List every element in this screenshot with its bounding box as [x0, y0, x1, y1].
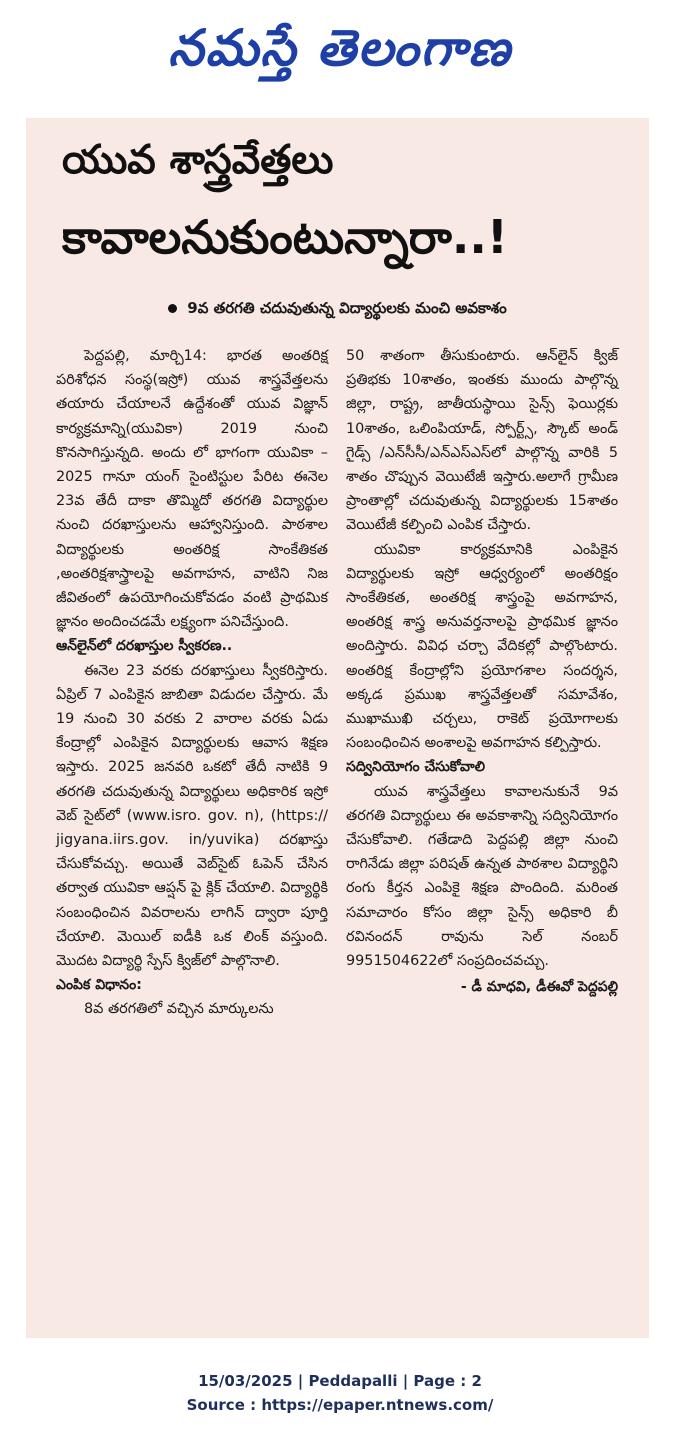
paragraph: 50 శాతంగా తీసుకుంటారు. ఆన్‌లైన్ క్విజ్ ప్రతిభకు 10శాతం, ఇంతకు ముందు పాల్గొన్న జిల్లా, రాష్ట్ర, జాతీయస్థాయి సైన్స్ ఫెయిర్లకు 10శాతం, ఒలింపియాడ్, స్పోర్ట్స్, స్కౌట్ అండ్ గైడ్స్ /ఎన్‌సీసీ/ఎన్‌ఎస్‌ఎస్‌లో పాల్గొన్న వారికి 5 శాతం చొప్పున వెయిటేజీ ఇస్తారు.అలాగే గ్రామీణ ప్రాంతాల్లో చదువుతున్న విద్యార్థులకు 15శాతం వెయిటేజీ కల్పించి ఎంపిక చేస్తారు.	[346, 348, 618, 534]
headline-line-2: కావాలనుకుంటున్నారా..!	[62, 210, 508, 264]
paragraph: యువ శాస్త్రవేత్తలు కావాలనుకునే 9వ తరగతి విద్యార్థులు ఈ అవకాశాన్ని సద్వినియోగం చేసుకోవాలి. గతేడాది పెద్దపల్లి జిల్లా నుంచి రాగినేడు జిల్లా పరిషత్ ఉన్నత పాఠశాల విద్యార్థిని రంగు కీర్తన ఎంపికై శిక్షణ పొందింది. మరింత సమాచారం కోసం జిల్లా సైన్స్ అధికారి బీ రవినందన్ రావును సెల్ నంబర్ 9951504622లో సంప్రదించవచ్చు.	[346, 783, 618, 970]
section-heading: ఎంపిక విధానం:	[56, 977, 142, 994]
subheadline	[26, 290, 649, 326]
left-column	[56, 344, 328, 1022]
subheadline-text: 9వ తరగతి చదువుతున్న విద్యార్థులకు మంచి అవకాశం	[187, 299, 507, 317]
byline-credit: - డీ మాధవి, డీఈవో పెద్దపల్లి	[460, 979, 618, 996]
section-heading: ఆన్‌లైన్‌లో దరఖాస్తుల స్వీకరణ..	[56, 638, 233, 655]
newspaper-logo: నమస్తే తెలంగాణ	[168, 19, 512, 77]
paragraph: ఈనెల 23 వరకు దరఖాస్తులు స్వీకరిస్తారు. ఏప్రిల్ 7 ఎంపికైన జాబితా విడుదల చేస్తారు. మే 19 నుంచి 30 వరకు 2 వారాల వరకు ఏడు కేంద్రాల్లో ఎంపికైన విద్యార్థులకు ఆవాస శిక్షణ ఇస్తారు. 2025 జనవరి ఒకటో తేదీ నాటికి 9 తరగతి చదువుతున్న విద్యార్థులు అధికారిక ఇస్రో వెబ్ సైట్‌లో (www.isro. gov. n), (https:// jigyana.iirs.gov. in/yuvika) దరఖాస్తు చేసుకోవచ్చు. అయితే వెబ్‌సైట్ ఓపెన్ చేసిన తర్వాత యువికా ఆప్షన్ పై క్లిక్ చేయాలి. విద్యార్థికి సంబంధించిన వివరాలను లాగిన్ ద్వారా పూర్తి చేయాలి. మెయిల్ ఐడీకి ఒక లింక్ వస్తుంది. మొదట విద్యార్థి స్పేస్ క్విజ్‌లో పాల్గొనాలి.	[56, 662, 328, 970]
section-heading: సద్వినియోగం చేసుకోవాలి	[346, 759, 485, 776]
headline-line-1: యువ శాస్త్రవేత్తలు	[62, 137, 334, 183]
footer-date-page: 15/03/2025 | Peddapalli | Page : 2	[198, 1372, 482, 1390]
bullet-icon	[168, 304, 177, 313]
paragraph: యువికా కార్యక్రమానికి ఎంపికైన విద్యార్థులకు ఇస్రో ఆధ్వర్యంలో అంతరిక్షం సాంకేతికత, అంతరిక్ష శాస్త్రంపై అవగాహన, అంతరిక్ష శాస్త్ర అనువర్తనాలపై ప్రాథమిక జ్ఞానం అందిస్తారు. వివిధ చర్చా వేదికల్లో పాల్గొంటారు. అంతరిక్ష కేంద్రాల్లోని ప్రయోగశాల సందర్శన, అక్కడ ప్రముఖ శాస్త్రవేత్తలతో సమావేశం, ముఖాముఖి చర్చలు, రాకెట్ ప్రయోగాలకు సంబంధించిన అంశాలపై అవగాహన కల్పిస్తారు.	[346, 541, 618, 752]
masthead	[0, 8, 680, 88]
paragraph: 8వ తరగతిలో వచ్చిన మార్కులను	[84, 1001, 274, 1018]
footer-source: Source : https://epaper.ntnews.com/	[186, 1396, 494, 1414]
right-column	[346, 344, 618, 999]
paragraph: పెద్దపల్లి, మార్చి14: భారత అంతరిక్ష పరిశోధన సంస్థ(ఇస్రో) యువ శాస్త్రవేత్తలను తయారు చేయాలనే ఉద్దేశంతో యువ విజ్ఞాన్ కార్యక్రమాన్ని(యువికా) 2019 నుంచి కొనసాగిస్తున్నది. అందు లో భాగంగా యువికా – 2025 గానూ యంగ్ సైంటిస్టుల పేరిట ఈనెల 23వ తేదీ దాకా తొమ్మిదో తరగతి విద్యార్థుల నుంచి దరఖాస్తులను ఆహ్వానిస్తుంది. పాఠశాల విద్యార్థులకు అంతరిక్ష సాంకేతికత ,అంతరిక్షశాస్త్రాలపై అవగాహన, వాటిని నిజ జీవితంలో ఉపయోగించుకోవడం వంటి ప్రాథమిక జ్ఞానం అందించడమే లక్ష్యంగా పనిచేస్తుంది.	[56, 348, 328, 631]
